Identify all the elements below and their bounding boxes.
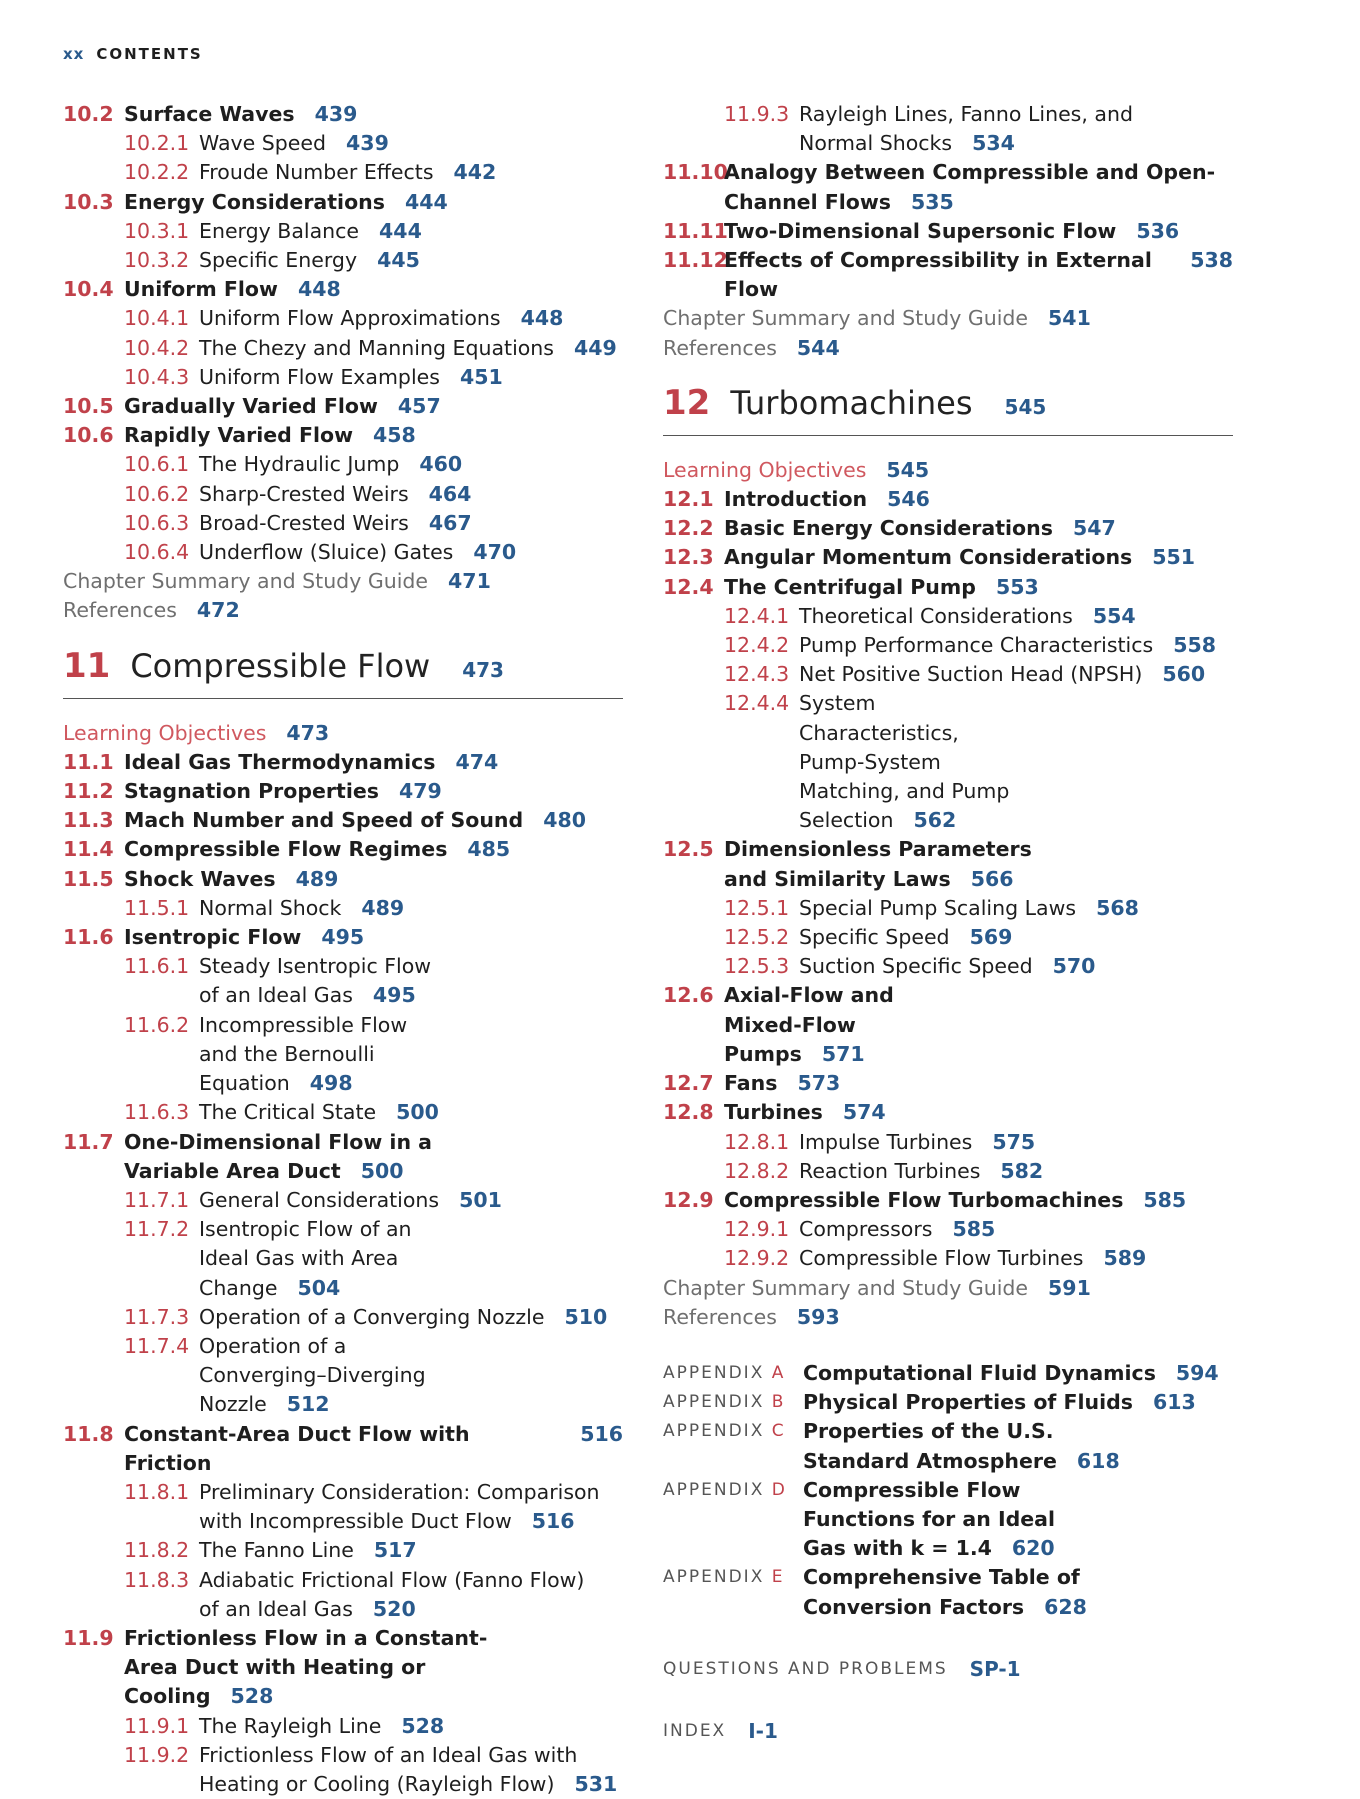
toc-entry-12-2[interactable]: 12.2 Basic Energy Considerations 547: [663, 516, 1116, 541]
toc-entry-11-7-2[interactable]: 11.7.2 Isentropic Flow of an Ideal Gas with Area Change 504: [124, 1217, 412, 1300]
toc-entry-12-1[interactable]: 12.1 Introduction 546: [663, 487, 930, 512]
page-number: xx: [63, 45, 85, 63]
toc-entry-11-7-1[interactable]: 11.7.1 General Considerations 501: [124, 1187, 502, 1212]
toc-entry-11-6-1[interactable]: 11.6.1 Steady Isentropic Flow of an Ideal Gas 495: [124, 954, 432, 1008]
toc-entry-12-6[interactable]: 12.6 Axial-Flow and Mixed-Flow Pumps 571: [663, 983, 894, 1066]
toc-entry-11-7[interactable]: 11.7 One-Dimensional Flow in a Variable Area Duct 500: [63, 1129, 433, 1183]
toc-entry-summary-12[interactable]: Chapter Summary and Study Guide 591: [663, 1275, 1091, 1300]
toc-entry-10-2[interactable]: 10.2 Surface Waves 439: [63, 102, 358, 126]
toc-entry-12-8-2[interactable]: 12.8.2 Reaction Turbines 582: [724, 1158, 1044, 1183]
toc-entry-11-4[interactable]: 11.4 Compressible Flow Regimes 485: [63, 837, 511, 862]
toc-entry-12-3[interactable]: 12.3 Angular Momentum Considerations 551: [663, 545, 1196, 570]
toc-entry-11-2[interactable]: 11.2 Stagnation Properties 479: [63, 779, 442, 804]
toc-entry-11-3[interactable]: 11.3 Mach Number and Speed of Sound 480: [63, 808, 586, 833]
toc-entry-11-6-3[interactable]: 11.6.3 The Critical State 500: [124, 1100, 439, 1125]
toc-entry-12-5[interactable]: 12.5 Dimensionless Parameters and Similarity Laws 566: [663, 837, 1032, 891]
toc-entry-10-3[interactable]: 10.3 Energy Considerations 444: [63, 189, 448, 214]
toc-entry-12-4-1[interactable]: 12.4.1 Theoretical Considerations 554: [724, 603, 1136, 628]
toc-entry-11-5-1[interactable]: 11.5.1 Normal Shock 489: [124, 895, 405, 920]
toc-entry-12-5-1[interactable]: 12.5.1 Special Pump Scaling Laws 568: [724, 895, 1139, 920]
toc-entry-12-4[interactable]: 12.4 The Centrifugal Pump 553: [663, 574, 1039, 599]
toc-entry-11-1[interactable]: 11.1 Ideal Gas Thermodynamics 474: [63, 749, 499, 774]
toc-entry-10-4-3[interactable]: 10.4.3 Uniform Flow Examples 451: [124, 364, 503, 389]
toc-entry-questions-and-problems[interactable]: QUESTIONS AND PROBLEMS SP-1: [663, 1656, 1021, 1681]
toc-entry-12-8[interactable]: 12.8 Turbines 574: [663, 1100, 886, 1125]
toc-entry-index[interactable]: INDEX I-1: [663, 1718, 778, 1743]
toc-entry-11-6-2[interactable]: 11.6.2 Incompressible Flow and the Bernoulli Equation 498: [124, 1012, 408, 1096]
toc-entry-11-7-3[interactable]: 11.7.3 Operation of a Converging Nozzle 510: [124, 1304, 608, 1329]
toc-entry-11-11[interactable]: 11.11 Two-Dimensional Supersonic Flow 536: [663, 218, 1180, 243]
toc-entry-10-2-2[interactable]: 10.2.2 Froude Number Effects 442: [124, 160, 497, 185]
toc-entry-12-9-2[interactable]: 12.9.2 Compressible Flow Turbines 589: [724, 1246, 1147, 1271]
toc-entry-10-4-2[interactable]: 10.4.2 The Chezy and Manning Equations 449: [124, 335, 617, 360]
toc-entry-10-2-1[interactable]: 10.2.1 Wave Speed 439: [124, 131, 389, 156]
toc-entry-10-6-1[interactable]: 10.6.1 The Hydraulic Jump 460: [124, 452, 463, 477]
toc-entry-11-7-4[interactable]: 11.7.4 Operation of a Converging–Diverging Nozzle 512: [124, 1333, 426, 1417]
toc-entry-10-5[interactable]: 10.5 Gradually Varied Flow 457: [63, 394, 441, 419]
toc-entry-learning-objectives-12[interactable]: Learning Objectives 545: [663, 457, 930, 482]
left-column: [63, 100, 623, 1799]
toc-entry-11-8-3[interactable]: 11.8.3 Adiabatic Frictional Flow (Fanno Flow) of an Ideal Gas 520: [124, 1567, 585, 1621]
toc-entry-10-6-2[interactable]: 10.6.2 Sharp-Crested Weirs 464: [124, 481, 472, 506]
toc-entry-12-5-3[interactable]: 12.5.3 Suction Specific Speed 570: [724, 954, 1096, 979]
right-column: [663, 100, 1233, 1746]
toc-entry-references-12[interactable]: References 593: [663, 1304, 840, 1329]
toc-entry-learning-objectives-11[interactable]: Learning Objectives 473: [63, 720, 330, 745]
toc-entry-11-9[interactable]: 11.9 Frictionless Flow in a Constant-Area Duct with Heating or Cooling 528: [63, 1625, 488, 1709]
toc-entry-12-4-3[interactable]: 12.4.3 Net Positive Suction Head (NPSH) 560: [724, 662, 1206, 687]
toc-entry-10-4-1[interactable]: 10.4.1 Uniform Flow Approximations 448: [124, 306, 564, 331]
toc-entry-10-6-3[interactable]: 10.6.3 Broad-Crested Weirs 467: [124, 510, 472, 535]
toc-entry-12-9[interactable]: 12.9 Compressible Flow Turbomachines 585: [663, 1187, 1187, 1212]
toc-entry-11-10[interactable]: 11.10 Analogy Between Compressible and Open-Channel Flows 535: [663, 160, 1216, 214]
toc-entry-11-8[interactable]: 11.8 Constant-Area Duct Flow with Friction 516: [63, 1421, 623, 1475]
toc-entry-appendix-d[interactable]: APPENDIX D Compressible Flow Functions for an Ideal Gas with k = 1.4 620: [663, 1477, 1056, 1561]
toc-entry-11-9-2[interactable]: 11.9.2 Frictionless Flow of an Ideal Gas with Heating or Cooling (Rayleigh Flow) 531: [124, 1742, 618, 1796]
chapter-heading-11[interactable]: 11 Compressible Flow 473: [63, 646, 623, 699]
toc-entry-appendix-c[interactable]: APPENDIX C Properties of the U.S. Standard Atmosphere 618: [663, 1419, 1120, 1473]
toc-entry-10-6-4[interactable]: 10.6.4 Underflow (Sluice) Gates 470: [124, 540, 517, 565]
running-header: [63, 45, 203, 63]
toc-entry-12-4-4[interactable]: 12.4.4 System Characteristics, Pump-System Matching, and Pump Selection 562: [724, 691, 1010, 833]
toc-entry-summary-11[interactable]: Chapter Summary and Study Guide 541: [663, 306, 1091, 331]
running-title: CONTENTS: [96, 45, 203, 63]
toc-entry-references-11[interactable]: References 544: [663, 335, 840, 360]
toc-entry-11-6[interactable]: 11.6 Isentropic Flow 495: [63, 925, 365, 950]
toc-entry-appendix-b[interactable]: APPENDIX B Physical Properties of Fluids 613: [663, 1390, 1196, 1415]
toc-entry-11-9-3[interactable]: 11.9.3 Rayleigh Lines, Fanno Lines, and Normal Shocks 534: [724, 102, 1133, 156]
toc-entry-12-5-2[interactable]: 12.5.2 Specific Speed 569: [724, 925, 1013, 950]
toc-entry-10-3-1[interactable]: 10.3.1 Energy Balance 444: [124, 218, 422, 243]
toc-entry-12-9-1[interactable]: 12.9.1 Compressors 585: [724, 1217, 996, 1242]
toc-entry-appendix-e[interactable]: APPENDIX E Comprehensive Table of Conversion Factors 628: [663, 1565, 1087, 1619]
toc-entry-11-12[interactable]: 11.12 Effects of Compressibility in External Flow 538: [663, 248, 1233, 302]
toc-entry-10-4[interactable]: 10.4 Uniform Flow 448: [63, 277, 341, 302]
toc-entry-references-10[interactable]: References 472: [63, 598, 240, 623]
toc-entry-appendix-a[interactable]: APPENDIX A Computational Fluid Dynamics 594: [663, 1360, 1219, 1385]
toc-entry-summary-10[interactable]: Chapter Summary and Study Guide 471: [63, 569, 491, 594]
toc-entry-10-6[interactable]: 10.6 Rapidly Varied Flow 458: [63, 423, 416, 448]
toc-entry-12-8-1[interactable]: 12.8.1 Impulse Turbines 575: [724, 1129, 1036, 1154]
toc-entry-11-5[interactable]: 11.5 Shock Waves 489: [63, 866, 339, 891]
toc-entry-11-8-2[interactable]: 11.8.2 The Fanno Line 517: [124, 1538, 417, 1563]
toc-entry-12-7[interactable]: 12.7 Fans 573: [663, 1071, 841, 1096]
toc-entry-10-3-2[interactable]: 10.3.2 Specific Energy 445: [124, 248, 420, 273]
toc-entry-11-8-1[interactable]: 11.8.1 Preliminary Consideration: Comparison with Incompressible Duct Flow 516: [124, 1479, 600, 1534]
toc-entry-12-4-2[interactable]: 12.4.2 Pump Performance Characteristics 558: [724, 633, 1216, 658]
chapter-heading-12[interactable]: 12 Turbomachines 545: [663, 383, 1233, 436]
toc-entry-11-9-1[interactable]: 11.9.1 The Rayleigh Line 528: [124, 1713, 445, 1738]
